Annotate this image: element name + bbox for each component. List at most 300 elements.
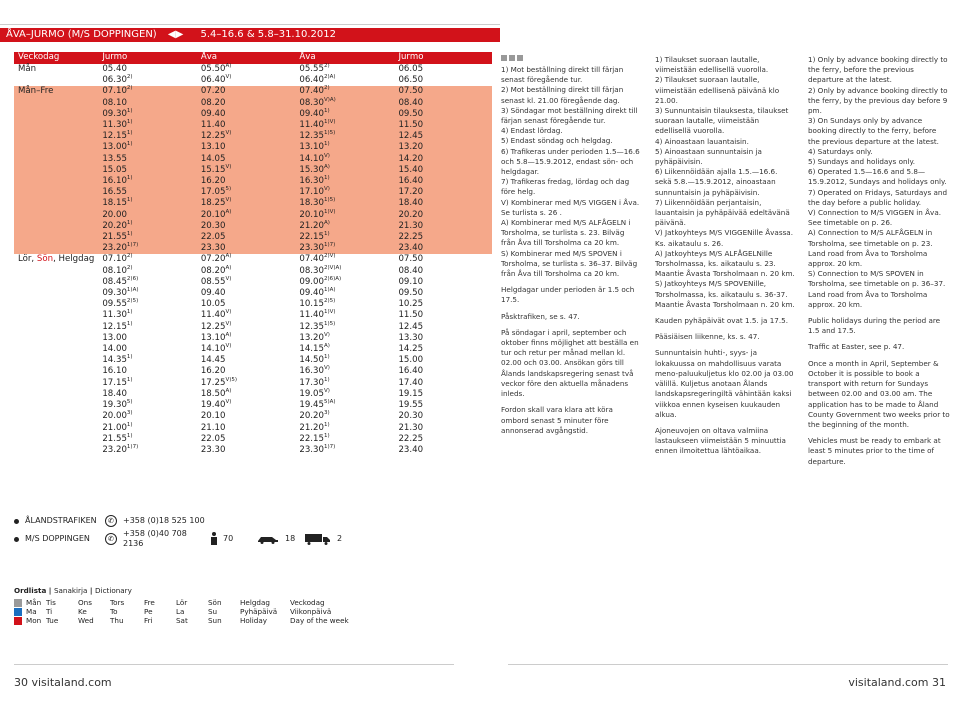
contact-doppingen (14, 529, 342, 549)
day-cell (14, 109, 98, 120)
time-cell: $05.50^{A)}$ (200, 63, 232, 74)
column-header: Veckodag (14, 52, 98, 64)
time-cell: 09.40 (200, 288, 226, 299)
language-swatch-icon (14, 617, 22, 625)
table-row (14, 198, 492, 209)
bullet-icon (14, 519, 19, 524)
note-line: V) Jatkoyhteys M/S VIGGENille Åvassa. Ks. aikataulu s. 26. (655, 228, 793, 248)
dictionary-word: Day of the week (290, 616, 349, 625)
note-line: Påsktrafiken, se s. 47. (501, 311, 580, 321)
day-cell (14, 120, 98, 131)
table-row (14, 445, 492, 456)
time-cell: 14.50$^{1)}$ (299, 354, 330, 366)
time-cell: 22.25 (398, 433, 424, 444)
day-cell (14, 344, 98, 355)
time-cell: $19.05^{V)}$ (299, 387, 330, 399)
day-cell (14, 277, 98, 288)
day-cell (14, 322, 98, 333)
time-cell: $11.40^{V)}$ (200, 309, 232, 321)
time-cell: $14.10^{V)}$ (295, 154, 394, 165)
day-cell (14, 423, 98, 434)
note-line: 3) On Sundays only by advance booking directly to the ferry, before the previous departure at the latest. (808, 116, 939, 146)
day-cell (14, 232, 98, 243)
dictionary-word: Wed (78, 616, 94, 625)
time-cell: $13.10^{A)}$ (200, 331, 232, 343)
notes-english (808, 55, 950, 473)
time-cell: 20.20 (394, 210, 492, 221)
contact-phone[interactable]: +358 (0)40 708 2136 (123, 529, 187, 548)
day-cell (14, 333, 98, 344)
dictionary-word: Sun (208, 616, 222, 625)
time-cell: $23.30^{1)7)}$ (295, 243, 394, 254)
table-row (14, 221, 492, 232)
dictionary-word: Pyhäpäivä (240, 607, 278, 616)
footer-rule-right (508, 664, 948, 665)
time-cell: $19.40^{V)}$ (200, 399, 232, 411)
day-cell (14, 445, 98, 456)
day-cell (14, 400, 98, 411)
table-row (14, 210, 492, 221)
dictionary-row (14, 616, 364, 625)
time-cell: $18.50^{A)}$ (200, 387, 232, 399)
time-cell: 08.10$^{2)}$ (102, 264, 133, 276)
time-cell: 09.40 (197, 109, 296, 120)
day-cell (14, 198, 98, 209)
time-cell: 15.40 (394, 165, 492, 176)
time-cell: 13.10$^{1)}$ (295, 142, 394, 153)
dictionary-word: Su (208, 607, 218, 616)
bullet-icon (14, 537, 19, 542)
day-cell: Mån–Fre (14, 86, 98, 97)
day-cell (14, 165, 98, 176)
day-cell (14, 288, 98, 299)
note-line: Pääsiäisen liikenne, ks. s. 47. (655, 332, 760, 342)
dictionary-word: Helgdag (240, 598, 270, 607)
day-cell (14, 154, 98, 165)
day-cell: Mån (18, 64, 37, 74)
dictionary-word: Lör (176, 598, 188, 607)
column-header: Åva (197, 52, 296, 64)
time-cell: $09.55^{2)5)}$ (102, 298, 139, 310)
time-cell: 10.05 (200, 299, 226, 310)
time-cell: 08.10 (98, 98, 197, 109)
time-cell: 19.15 (398, 388, 424, 399)
time-cell: 16.30$^{1)}$ (295, 176, 394, 187)
table-row (14, 232, 492, 243)
time-cell: 13.10 (197, 142, 296, 153)
dictionary-word: Ons (78, 598, 92, 607)
time-cell: 20.30 (398, 411, 424, 422)
day-cell (14, 355, 98, 366)
time-cell: 09.50 (394, 109, 492, 120)
table-row (14, 355, 492, 366)
note-line: 6) Operated 1.5—16.6 and 5.8—15.9.2012, Sundays and holidays only. (808, 167, 947, 187)
note-line: Ajoneuvojen on oltava valmiina lastaukseen viimeistään 5 minuuttia ennen ilmoitettua lähtöaikaa. (655, 425, 786, 456)
time-cell: 18.15$^{1)}$ (98, 198, 197, 209)
day-cell (14, 310, 98, 321)
time-cell: $12.35^{1)5)}$ (295, 131, 394, 142)
day-cell (14, 176, 98, 187)
note-line: A) Connection to M/S ALFÅGELN in Torsholma, see timetable on p. 23. Land road from Åva to Torsholma approx. 20 km. (808, 228, 933, 269)
time-cell: 12.45 (398, 321, 424, 332)
time-cell: 14.00 (102, 344, 127, 355)
day-cell (14, 75, 98, 86)
table-row (14, 434, 492, 445)
time-cell: $08.30^{2)V)A)}$ (299, 264, 342, 276)
direction-arrows-icon: ◀▶ (167, 29, 184, 40)
dictionary-word: Veckodag (290, 598, 325, 607)
season-dates: 5.4–16.6 & 5.8–31.10.2012 (200, 29, 336, 40)
time-cell: 09.30$^{1)}$ (98, 109, 197, 120)
time-cell: 21.30 (394, 221, 492, 232)
time-cell: 06.30$^{2)}$ (102, 74, 133, 86)
time-cell: 17.30$^{1)}$ (299, 376, 330, 388)
note-line: Fordon skall vara klara att köra ombord senast 5 minuter före annonserad avgångstid. (501, 405, 613, 435)
time-cell: $11.40^{1)V)}$ (299, 309, 336, 321)
time-cell: 08.20 (197, 98, 296, 109)
note-line: 4) Ainoastaan lauantaisin. (655, 136, 749, 146)
time-cell: 06.50 (398, 75, 424, 86)
time-cell: $13.20^{V)}$ (299, 331, 330, 343)
time-cell: 19.30$^{5)}$ (102, 399, 133, 411)
day-cell (14, 299, 98, 310)
note-line: 2) Tilaukset suoraan lautalle, viimeistään edellisenä päivänä klo 21.00. (655, 75, 780, 105)
note-line: 7) Liikennöidään perjantaisin, lauantaisin ja pyhäpäivää edeltävänä päivänä. (655, 197, 790, 228)
time-cell: $08.20^{A)}$ (200, 264, 232, 276)
time-cell: 12.15$^{1)}$ (102, 320, 133, 332)
table-row (14, 333, 492, 344)
language-swatch-icon (14, 608, 22, 616)
table-row (14, 411, 492, 422)
table-row (14, 120, 492, 131)
time-cell: $07.40^{2)V)}$ (299, 253, 336, 265)
time-cell: $17.25^{V)5)}$ (200, 376, 238, 388)
time-cell: 05.55$^{2)}$ (299, 63, 330, 74)
note-line: Public holidays during the period are 1.5 and 17.5. (808, 316, 941, 336)
time-cell: $17.10^{V)}$ (295, 187, 394, 198)
time-cell: $06.40^{V)}$ (200, 74, 232, 86)
time-cell: 23.30 (200, 444, 226, 455)
time-cell: 21.10 (200, 422, 226, 433)
time-cell: $18.25^{V)}$ (197, 198, 296, 209)
color-squares-icon (501, 55, 641, 61)
note-line: 5) Endast söndag och helgdag. (501, 136, 613, 146)
time-cell: 16.20 (197, 176, 296, 187)
note-line: Vehicles must be ready to embark at least 5 minutes prior to the time of departure. (808, 436, 941, 466)
column-header: Jurmo (394, 52, 492, 64)
note-line: 7) Trafikeras fredag, lördag och dag före helg. (501, 177, 630, 197)
table-row (14, 75, 492, 86)
note-line: S) Kombinerar med M/S SPOVEN i Torsholma, se turlista s. 36–37. Bilväg från Åva till Torsholma ca 20 km. (501, 248, 638, 279)
time-cell: $23.20^{1)7)}$ (98, 243, 197, 254)
dictionary-word: Fri (144, 616, 153, 625)
time-cell: 07.50 (394, 86, 492, 97)
table-row (14, 109, 492, 120)
time-cell: 20.10 (200, 411, 226, 422)
page-footer-right: visitaland.com 31 (848, 676, 946, 689)
time-cell: $09.00^{2)6)A)}$ (299, 275, 342, 287)
time-cell: 07.10$^{2)}$ (102, 253, 133, 265)
time-cell: 13.00 (102, 332, 127, 343)
dictionary-word: Thu (110, 616, 124, 625)
time-cell: $12.25^{V)}$ (197, 131, 296, 142)
table-row (14, 64, 492, 75)
dictionary-row (14, 598, 364, 607)
car-icon (257, 534, 279, 544)
table-row (14, 187, 492, 198)
time-cell: 17.20 (394, 187, 492, 198)
day-cell (14, 142, 98, 153)
dictionary-word: La (176, 607, 185, 616)
time-cell: $19.45^{5)A)}$ (299, 399, 336, 411)
time-cell: 20.20$^{3)}$ (299, 410, 330, 422)
dictionary-word: Tue (46, 616, 59, 625)
time-cell: 13.55 (98, 154, 197, 165)
time-cell: $09.40^{1)A)}$ (299, 287, 336, 299)
note-line: 3) Söndagar mot beställning direkt till färjan senast föregående tur. (501, 105, 638, 126)
day-cell (14, 266, 98, 277)
time-cell: $11.40^{1)V)}$ (295, 120, 394, 131)
table-row (14, 310, 492, 321)
time-cell: 07.20 (197, 86, 296, 97)
time-cell: $07.20^{A)}$ (200, 253, 232, 265)
dictionary-word: Ke (78, 607, 87, 616)
time-cell: 23.30 (197, 243, 296, 254)
time-cell: $20.10^{A)}$ (197, 210, 296, 221)
contact-phone[interactable]: +358 (0)18 525 100 (123, 516, 205, 525)
language-swatch-icon (14, 599, 22, 607)
time-cell: 08.40 (398, 265, 424, 276)
phone-icon: ✆ (105, 533, 117, 545)
time-cell: 18.40 (394, 198, 492, 209)
day-cell (14, 366, 98, 377)
route-title: ÅVA–JURMO (M/S DOPPINGEN) (6, 29, 157, 40)
time-cell: 21.55$^{1)}$ (98, 232, 197, 243)
table-row (14, 266, 492, 277)
time-cell: $23.30^{1)7)}$ (299, 443, 336, 455)
note-line: 6) Liikennöidään ajalla 1.5.—16.6. sekä 5.8.—15.9.2012, ainoastaan sunnuntaisin ja pyhäpäivisin. (655, 167, 778, 197)
note-line: Kauden pyhäpäivät ovat 1.5. ja 17.5. (655, 316, 789, 326)
dictionary-word: Pe (144, 607, 153, 616)
table-row (14, 176, 492, 187)
time-cell: 20.20$^{1)}$ (98, 221, 197, 232)
footer-rule-left (14, 664, 454, 665)
dictionary-word: Viikonpäivä (290, 607, 332, 616)
table-row (14, 299, 492, 310)
time-cell: 12.45 (394, 131, 492, 142)
table-row (14, 400, 492, 411)
time-cell: $06.40^{2)A)}$ (299, 74, 336, 86)
note-line: 2) Mot beställning direkt till färjan senast kl. 21.00 föregående dag. (501, 85, 624, 105)
table-row (14, 142, 492, 153)
time-cell: 11.50 (398, 310, 424, 321)
column-header: Jurmo (98, 52, 197, 64)
note-line: S) Connection to M/S SPOVEN in Torsholma, see timetable on p. 36–37. Land road from Åva to Torsholma approx. 20 km. (808, 269, 946, 309)
time-cell: 22.25 (394, 232, 492, 243)
note-line: V) Connection to M/S VIGGEN in Åva. See timetable on p. 26. (808, 208, 942, 228)
table-row (14, 277, 492, 288)
time-cell: $18.30^{1)5)}$ (295, 198, 394, 209)
table-row (14, 389, 492, 400)
table-row (14, 344, 492, 355)
time-cell: 14.25 (398, 344, 424, 355)
time-cell: $08.45^{2)6)}$ (102, 275, 139, 287)
table-row (14, 154, 492, 165)
dictionary-word: Fre (144, 598, 155, 607)
timetable-title-bar (0, 28, 500, 42)
time-cell: $16.30^{V)}$ (299, 365, 330, 377)
time-cell: 09.40$^{1)}$ (295, 109, 394, 120)
column-header: Åva (295, 52, 394, 64)
time-cell: 11.30$^{1)}$ (98, 120, 197, 131)
contact-name: M/S DOPPINGEN (25, 534, 90, 543)
dictionary-word: Tors (110, 598, 125, 607)
time-cell: 20.30 (197, 221, 296, 232)
note-line: 5) Sundays and holidays only. (808, 157, 916, 167)
time-cell: 23.40 (394, 243, 492, 254)
dictionary-word: Sat (176, 616, 188, 625)
time-cell: 21.55$^{1)}$ (102, 432, 133, 444)
note-line: Helgdagar under perioden är 1.5 och 17.5. (501, 285, 635, 305)
day-cell (14, 434, 98, 445)
time-cell: 21.20$^{1)}$ (299, 421, 330, 433)
time-cell: $23.20^{1)7)}$ (102, 443, 139, 455)
table-row (14, 165, 492, 176)
time-cell: 14.05 (197, 154, 296, 165)
time-cell: $14.15^{A)}$ (299, 343, 330, 355)
time-cell: 20.00 (98, 210, 197, 221)
notes-finnish (655, 55, 795, 463)
time-cell: 15.00 (398, 355, 424, 366)
time-cell: 23.40 (398, 444, 424, 455)
page-footer-left: 30 visitaland.com (14, 676, 112, 689)
contact-name: ÅLANDSTRAFIKEN (25, 516, 97, 525)
note-line: A) Jatkoyhteys M/S ALFÅGELNille Torsholmassa, ks. aikataulu s. 23. Maantie Åvasta Torsholmaan n. 20 km. (655, 248, 795, 279)
note-line: 4) Saturdays only. (808, 146, 873, 156)
time-cell: 14.45 (200, 355, 226, 366)
time-cell: $08.55^{V)}$ (200, 275, 232, 287)
note-line: Sunnuntaisin huhti-, syys- ja lokakuussa on mahdollisuus varata meno-paluukuljetus klo 02.00 ja 03.00 välillä. Kuljetus anotaan Ålands landskapsregeringiltä vähintään kaksi viikkoa ennen kyseisen kuukauden alkua. (655, 348, 794, 419)
time-cell: 16.20 (200, 366, 226, 377)
note-line: Traffic at Easter, see p. 47. (808, 342, 905, 352)
time-cell: $14.10^{V)}$ (200, 343, 232, 355)
time-cell: 10.25 (398, 299, 424, 310)
time-cell: 21.30 (398, 422, 424, 433)
day-cell (14, 378, 98, 389)
time-cell: 09.10 (398, 276, 424, 287)
time-cell: 16.10$^{1)}$ (98, 176, 197, 187)
note-line: 5) Ainoastaan sunnuntaisin ja pyhäpäivisin. (655, 146, 762, 167)
dictionary-word: Tis (46, 598, 56, 607)
note-line: 7) Operated on Fridays, Saturdays and the day before a public holiday. (808, 187, 948, 207)
note-line: 1) Mot beställning direkt till färjan senast föregående tur. (501, 65, 624, 85)
dictionary-word: Mån (14, 598, 46, 607)
time-cell: 19.55 (398, 400, 424, 411)
time-cell: $20.10^{1)V)}$ (295, 210, 394, 221)
time-cell: 18.40 (102, 388, 127, 399)
dictionary-word: Ma (14, 607, 46, 616)
passenger-icon (209, 532, 219, 546)
note-line: Once a month in April, September & October it is possible to book a transport with return for Sundays between 02.00 and 03.00 am. The application has to be made to Åland County Government two weeks prior to the beginning of the month. (808, 358, 950, 429)
day-cell (14, 187, 98, 198)
time-cell: 06.05 (398, 64, 424, 74)
time-cell: 22.15$^{1)}$ (299, 432, 330, 444)
day-cell (14, 210, 98, 221)
time-cell: 13.30 (398, 332, 424, 343)
time-cell: 07.10$^{2)}$ (98, 86, 197, 97)
timetable (14, 52, 492, 456)
dictionary-word: Ti (46, 607, 53, 616)
time-cell: 17.40 (398, 377, 424, 388)
time-cell: $09.30^{1)A)}$ (102, 287, 139, 299)
time-cell: 07.50 (398, 254, 424, 265)
time-cell: 15.05 (98, 165, 197, 176)
time-cell: 09.50 (398, 288, 424, 299)
dictionary (14, 586, 364, 625)
table-row (14, 86, 492, 97)
table-row (14, 288, 492, 299)
time-cell: 17.05$^{5)}$ (197, 187, 296, 198)
top-rule (0, 24, 500, 25)
time-cell: 16.40 (398, 366, 424, 377)
time-cell: 17.15$^{1)}$ (102, 376, 133, 388)
car-capacity: 18 (285, 534, 296, 543)
time-cell: 20.00$^{3)}$ (102, 410, 133, 422)
time-cell: 12.15$^{1)}$ (98, 131, 197, 142)
time-cell: 11.30$^{1)}$ (102, 309, 133, 321)
table-row (14, 378, 492, 389)
time-cell: 22.05 (200, 433, 226, 444)
day-cell: Lör, Sön, Helgdag (18, 254, 95, 265)
time-cell: $12.25^{V)}$ (200, 320, 232, 332)
table-row (14, 131, 492, 142)
note-line: S) Jatkoyhteys M/S SPOVENille, Torsholmassa, ks. aikataulu s. 36-37. Maantie Åvasta Torsholmaan n. 20 km. (655, 279, 795, 309)
time-cell: 14.35$^{1)}$ (102, 354, 133, 366)
note-line: 4) Endast lördag. (501, 126, 563, 136)
day-cell (14, 411, 98, 422)
table-row (14, 98, 492, 109)
dictionary-word: Holiday (240, 616, 268, 625)
day-cell (14, 243, 98, 254)
time-cell: 08.40 (394, 98, 492, 109)
time-cell: 11.50 (394, 120, 492, 131)
time-cell: 22.05 (197, 232, 296, 243)
note-line: A) Kombinerar med M/S ALFÅGELN i Torsholma, se turlista s. 23. Bilväg från Åva till Torsholma ca 20 km. (501, 218, 631, 248)
day-cell (14, 131, 98, 142)
note-line: V) Kombinerar med M/S VIGGEN i Åva. Se turlista s. 26 . (501, 197, 640, 217)
phone-icon: ✆ (105, 515, 117, 527)
table-row (14, 366, 492, 377)
time-cell: $12.35^{1)5)}$ (299, 320, 336, 332)
day-cell (14, 389, 98, 400)
truck-capacity: 2 (337, 534, 343, 543)
time-cell: 13.20 (394, 142, 492, 153)
note-line: 1) Only by advance booking directly to the ferry, before the previous departure at the latest. (808, 55, 948, 85)
contact-alandstrafiken (14, 515, 205, 527)
truck-icon (305, 533, 331, 545)
note-line: På söndagar i april, september och oktober finns möjlighet att beställa en tur och retur per månad mellan kl. 02.00 och 03.00. Ansökan görs till Ålands landskapsregering senast två veckor före den aktuella månadens inleds. (501, 327, 639, 399)
dictionary-word: Mon (14, 616, 46, 625)
passenger-capacity: 70 (223, 534, 234, 543)
note-line: 2) Only by advance booking directly to the ferry, by the previous day before 9 pm. (808, 85, 948, 116)
time-cell: $21.20^{A)}$ (295, 221, 394, 232)
time-cell: 16.40 (394, 176, 492, 187)
time-cell: $15.15^{V)}$ (197, 165, 296, 176)
day-cell (14, 98, 98, 109)
dictionary-row (14, 607, 364, 616)
time-cell: 13.00$^{1)}$ (98, 142, 197, 153)
time-cell: 11.40 (197, 120, 296, 131)
